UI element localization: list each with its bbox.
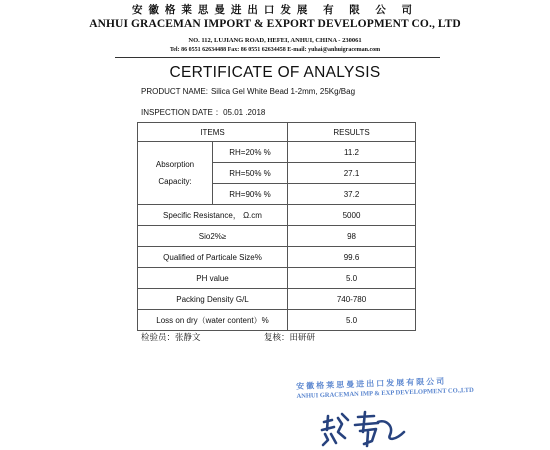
certificate-title: CERTIFICATE OF ANALYSIS	[169, 64, 381, 81]
inspection-date-line	[141, 107, 265, 118]
table-cell-result: 98	[288, 226, 416, 247]
company-seal-stamp	[296, 375, 474, 400]
stamp-text-chinese: 安徽格莱思曼进出口发展有限公司	[296, 375, 447, 391]
table-row	[138, 247, 416, 268]
table-cell-item: RH=50% %	[213, 163, 288, 184]
table-cell-item: RH=90% %	[213, 184, 288, 205]
table-cell-item: RH=20% %	[213, 142, 288, 163]
absorption-label-line2: Capacity:	[158, 177, 192, 186]
inspection-date-value: 05.01 .2018	[223, 108, 266, 117]
reviewer-signature-line: 复核：田研研	[264, 333, 316, 343]
table-cell-item: Qualified of Particale Size%	[138, 247, 288, 268]
table-row	[138, 142, 416, 163]
table-cell-result: 99.6	[288, 247, 416, 268]
results-header: RESULTS	[288, 123, 416, 142]
product-name-value: Silica Gel White Bead 1-2mm, 25Kg/Bag	[210, 87, 356, 96]
table-cell-item: PH value	[138, 268, 288, 289]
table-cell-result: 740-780	[288, 289, 416, 310]
table-cell-result: 5.0	[288, 310, 416, 331]
absorption-label-line1: Absorption	[155, 160, 195, 169]
table-row	[138, 310, 416, 331]
analysis-table	[137, 122, 416, 331]
company-contact: Tel: 86 0551 62634488 Fax: 86 0551 62634458 E-mail: yuhai@anhuigraceman.com	[169, 47, 381, 53]
stamp-text-english: ANHUI GRACEMAN IMP & EXP DEVELOPMENT CO.,LTD	[296, 386, 474, 400]
table-cell-result: 11.2	[288, 142, 416, 163]
inspection-date-label: INSPECTION DATE ：	[141, 108, 224, 117]
table-row	[138, 289, 416, 310]
table-cell-item: Specific Resistance， Ω.cm	[138, 205, 288, 226]
product-name-line	[141, 87, 355, 96]
table-cell-item: Sio2%≥	[138, 226, 288, 247]
items-header: ITEMS	[138, 123, 288, 142]
table-row	[138, 268, 416, 289]
table-cell-item: Packing Density G/L	[138, 289, 288, 310]
table-cell-result: 5.0	[288, 268, 416, 289]
table-cell-result: 37.2	[288, 184, 416, 205]
table-row	[138, 226, 416, 247]
table-cell-item: Loss on dry（water content）%	[138, 310, 288, 331]
table-cell-result: 5000	[288, 205, 416, 226]
table-row	[138, 205, 416, 226]
product-name-label: PRODUCT NAME:	[141, 87, 208, 96]
handwritten-signature	[318, 410, 408, 448]
inspector-signature-line: 检验员：张静文	[141, 333, 201, 343]
table-cell-result: 27.1	[288, 163, 416, 184]
table-header-row	[138, 123, 416, 142]
company-address: NO. 112, LUJIANG ROAD, HEFEI, ANHUI, CHINA - 230061	[188, 37, 362, 44]
header-divider	[115, 57, 440, 58]
company-name-chinese: 安徽格莱思曼进出口发展 有 限 公 司	[131, 4, 419, 16]
absorption-capacity-label	[138, 142, 213, 205]
company-name-english: ANHUI GRACEMAN IMPORT & EXPORT DEVELOPMENT CO., LTD	[89, 18, 461, 30]
